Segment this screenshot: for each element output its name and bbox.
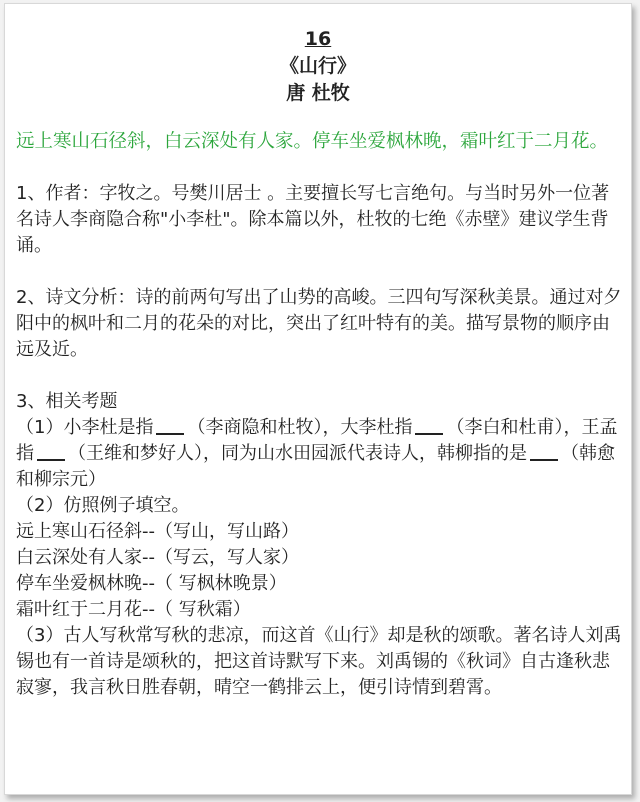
poem-author: 唐 杜牧 — [286, 82, 350, 104]
document-body — [16, 129, 622, 701]
q1-part: （1）小李杜是指 — [16, 417, 154, 438]
question-2-title: （2）仿照例子填空。 — [16, 495, 190, 516]
poem-text: 远上寒山石径斜，白云深处有人家。停车坐爱枫林晚，霜叶红于二月花。 — [16, 131, 609, 152]
section-author: 1、作者：字牧之。号樊川居士 。主要擅长写七言绝句。与当时另外一位著名诗人李商隐合称"小李杜"。除本篇以外，杜牧的七绝《赤壁》建议学生背诵。 — [16, 183, 610, 256]
header — [5, 26, 631, 107]
q2-line: 霜叶红于二月花--（ 写秋霜） — [16, 599, 251, 620]
section-analysis: 2、诗文分析：诗的前两句写出了山势的高峻。三四句写深秋美景。通过对夕阳中的枫叶和二月的花朵的对比，突出了红叶特有的美。描写景物的顺序由远及近。 — [16, 287, 622, 360]
spacer — [16, 155, 622, 181]
q1-part: （韩愈和柳宗元） — [16, 443, 615, 490]
question-3: （3）古人写秋常写秋的悲凉，而这首《山行》却是秋的颂歌。著名诗人刘禹锡也有一首诗是颂秋的，把这首诗默写下来。刘禹锡的《秋词》自古逢秋悲寂寥，我言秋日胜春朝，晴空一鹤排云上，便引诗情到碧霄。 — [16, 625, 622, 698]
q2-line: 停车坐爱枫林晚--（ 写枫林晚景） — [16, 573, 287, 594]
q2-line: 白云深处有人家--（写云，写人家） — [16, 547, 299, 568]
document-page — [4, 3, 632, 795]
answer-blank — [156, 415, 184, 435]
q2-line: 远上寒山石径斜--（写山，写山路） — [16, 521, 299, 542]
lesson-number: 16 — [304, 28, 332, 50]
q1-part: （王维和梦好人），同为山水田园派代表诗人，韩柳指的是 — [68, 443, 527, 464]
q1-part: （李商隐和杜牧），大李杜指 — [187, 417, 413, 438]
spacer — [16, 363, 622, 389]
answer-blank — [37, 441, 65, 461]
question-1 — [16, 415, 622, 493]
spacer — [16, 259, 622, 285]
answer-blank — [530, 441, 558, 461]
answer-blank — [415, 415, 443, 435]
section-questions-title: 3、相关考题 — [16, 391, 118, 412]
poem-title: 《山行》 — [279, 55, 356, 77]
q1-part: （李白和杜甫），王孟指 — [16, 417, 618, 464]
